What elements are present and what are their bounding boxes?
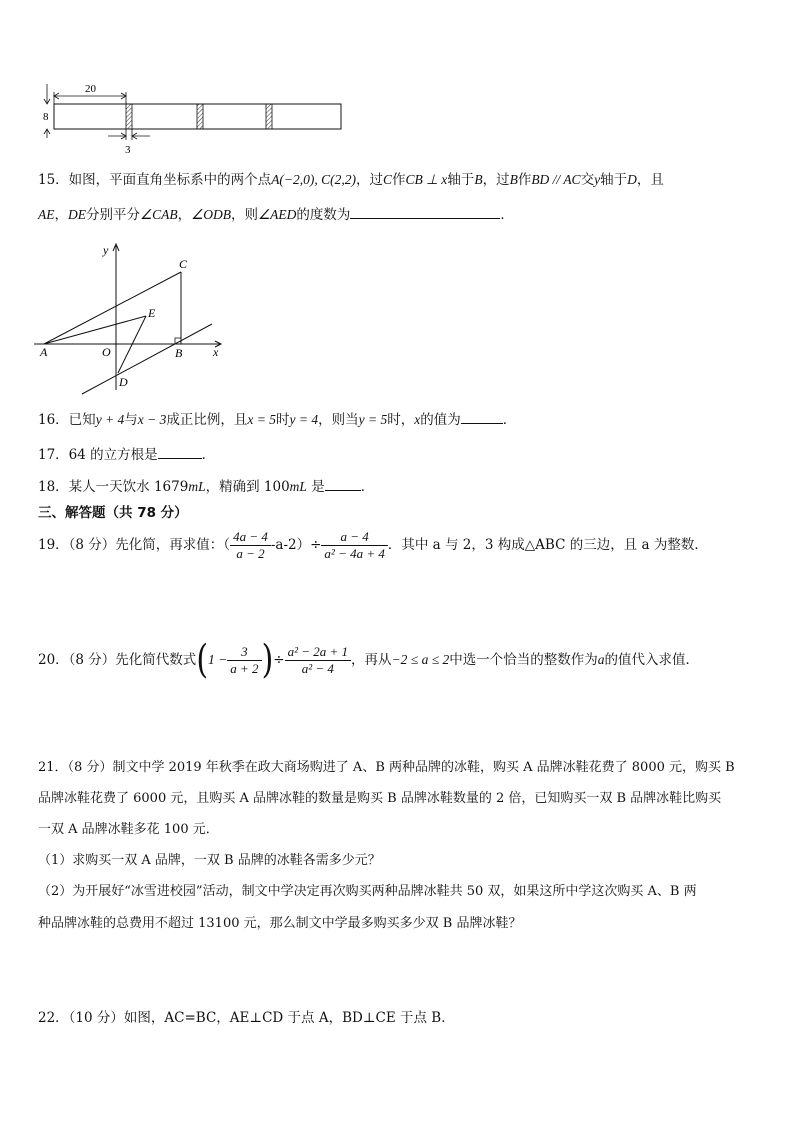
label-B: B [175,346,183,360]
q21-line4: （1）求购买一双 A 品牌，一双 B 品牌的冰鞋各需多少元？ [38,853,381,868]
shaded-bar-3 [266,104,272,129]
label-A: A [40,345,48,359]
label-D: D [119,375,128,389]
q19-fraction-1: $\frac{4a - 4}{a - 2}$ [230,529,271,562]
q18-answer-blank[interactable] [325,489,361,491]
q18: 18．某人一天饮水 1679mL，精确到 100mL 是 ． [38,479,375,495]
q21-line5: （2）为开展好“冰雪进校园”活动，制文中学决定再次购买两种品牌冰鞋共 50 双，如果这所中学这次购买 A、B 两 [38,884,697,899]
section-heading: 三、解答题（共 78 分） [38,505,188,521]
label-C: C [179,257,188,271]
label-20: 20 [85,83,96,95]
q15-answer-blank[interactable] [350,217,500,219]
q21-line3: 一双 A 品牌冰鞋多花 100 元． [38,822,219,837]
label-3: 3 [125,144,131,156]
label-8: 8 [43,111,49,123]
q16-answer-blank[interactable] [461,422,503,424]
label-y: y [103,243,109,257]
q20-fraction-1: $\frac{3}{a + 2}$ [227,644,261,677]
strip-figure [38,78,348,158]
q17: 17．64 的立方根是 ． [38,447,216,463]
label-O: O [102,345,111,359]
q22-line1: 22．（10 分）如图，AC=BC，AE⊥CD 于点 A，BD⊥CE 于点 B． [38,1010,455,1026]
q15-line2: AE，DE分别平分∠CAB，∠ODB，则∠AED的度数为 ． [38,207,514,223]
shaded-bar-1 [126,104,132,129]
q20-fraction-2: $\frac{\text{a² − 2a + 1}}{\text{a² − 4}}$ [285,644,351,677]
label-x: x [213,345,219,359]
q21-line6: 种品牌冰鞋的总费用不超过 13100 元，那么制文中学最多购买多少双 B 品牌冰鞋？ [38,916,522,931]
q20: 20．（8 分）先化简代数式(1 − $\frac{3}{a + 2}$ )÷ $\frac{\text{a² − 2a + 1}}{\text{a² − 4}}$ ，再从−2 ≤ a ≤ 2中选一个恰当的整数作为a的值代入求值． [38,637,699,683]
q19: 19．（8 分）先化简，再求值：（ $\frac{4a - 4}{a - 2}$ -a-2）÷ $\frac{a - 4}{\text{a² − 4a + 4}}$ ．其中 a 与 2，3 构成△ABC 的三边，且 a 为整数． [38,529,708,561]
q16: 16．已知y + 4与x − 3成正比例，且x = 5时y = 4，则当y = 5时，x的值为 ． [38,412,517,428]
label-E: E [148,306,156,320]
q17-answer-blank[interactable] [158,457,202,459]
q15-points: A(−2,0), C(2,2) [271,172,357,187]
q21-line1: 21．（8 分）制文中学 2019 年秋季在政大商场购进了 A、B 两种品牌的冰鞋，购买 A 品牌冰鞋花费了 8000 元，购买 B [38,760,735,775]
q15-line1: 15．如图，平面直角坐标系中的两个点A(−2,0), C(2,2)，过C作CB ⊥ x轴于B，过B作BD // AC交y轴于D，且 [38,172,664,188]
coordinate-figure [34,240,234,395]
q21-line2: 品牌冰鞋花费了 6000 元，且购买 A 品牌冰鞋的数量是购买 B 品牌冰鞋数量的 2 倍，已知购买一双 B 品牌冰鞋比购买 [38,791,722,806]
shaded-bar-2 [197,104,203,129]
q19-fraction-2: $\frac{a - 4}{\text{a² − 4a + 4}}$ [321,529,387,562]
